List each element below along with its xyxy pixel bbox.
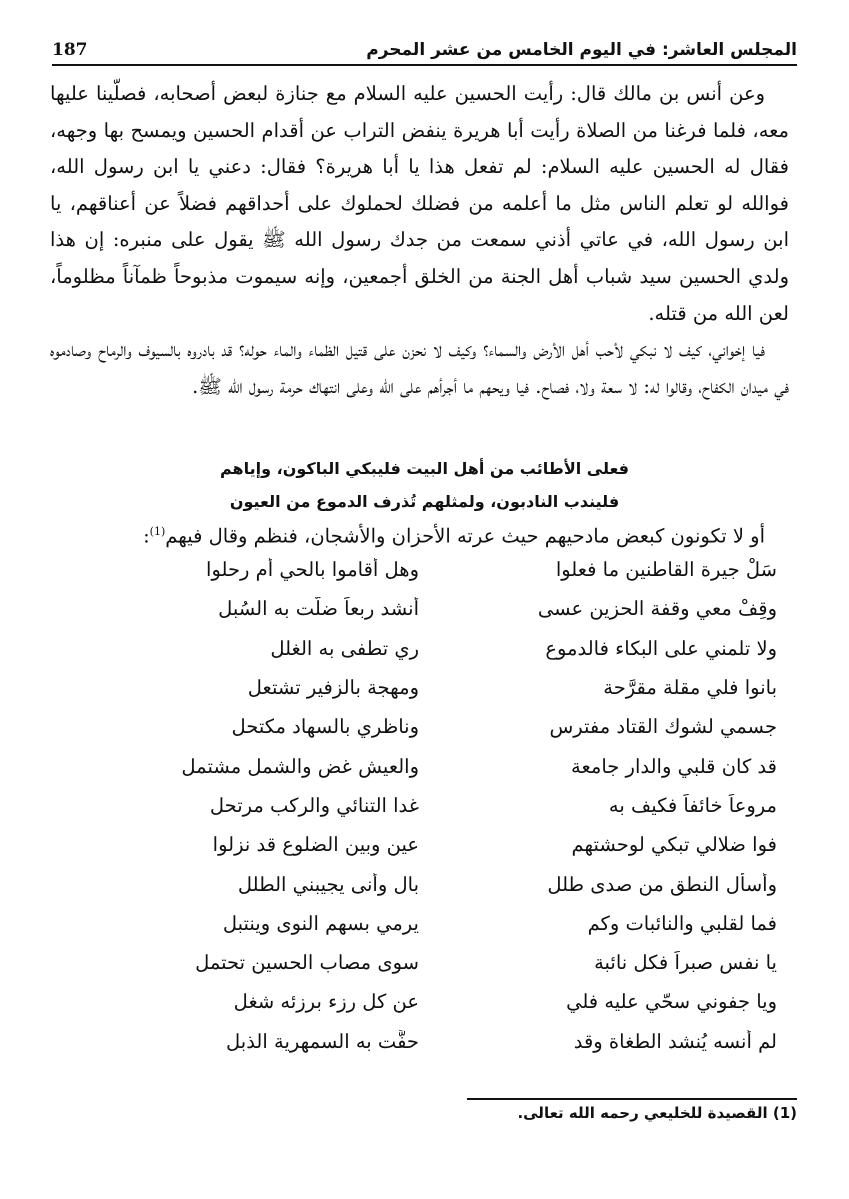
hemistich-left: وناظري بالسهاد مكتحل (231, 715, 419, 739)
poem-verse (60, 589, 777, 628)
page-number: 187 (52, 40, 88, 60)
hemistich-left: حفَّت به السمهرية الذبل (226, 1029, 419, 1053)
hemistich-left: سوى مصاب الحسين تحتمل (195, 951, 419, 975)
hemistich-right: سَلْ جيرة القاطنين ما فعلوا (555, 558, 777, 582)
poem-intro-colon: : (143, 524, 150, 548)
footnote-text: القصيدة للخليعي رحمه الله تعالى. (517, 1104, 768, 1122)
hemistich-left: ومهجة بالزفير تشتعل (247, 676, 419, 700)
hemistich-right: قد كان قلبي والدار جامعة (571, 754, 777, 778)
poem-verse (60, 864, 777, 903)
hemistich-right: ولا تلمني على البكاء فالدموع (545, 636, 777, 660)
page-header (52, 30, 797, 66)
hemistich-right: بانوا فلي مقلة مقرَّحة (603, 676, 777, 700)
hemistich-right: فوا ضلالي تبكي لوحشتهم (571, 833, 777, 857)
poem-verse (60, 982, 777, 1021)
poem-verse (60, 668, 777, 707)
poem-verse (60, 904, 777, 943)
hemistich-right: ويا جفوني سحّي عليه فلي (566, 990, 777, 1014)
hemistich-right: يا نفس صبراً فكل نائبة (594, 951, 777, 975)
poem-verse (60, 746, 777, 785)
poem-verse (60, 786, 777, 825)
poem (60, 550, 777, 1061)
footnote-marker: (1) (772, 1104, 797, 1122)
highlight-line: فعلى الأطائب من أهل البيت فليبكي الباكون، وإياهم (219, 459, 630, 478)
footnote-reference: (1) (149, 525, 166, 538)
highlight-line: فليندب النادبون، ولمثلهم تُذرف الدموع من العيون (229, 492, 620, 511)
hemistich-right: وأسأل النطق من صدى طلل (547, 872, 777, 896)
hemistich-left: عين وبين الضلوع قد نزلوا (212, 833, 419, 857)
poem-intro-text: أو لا تكونون كبعض مادحيهم حيث عرته الأحزان والأشجان، فنظم وقال فيهم (165, 524, 765, 548)
paragraph-hadith: وعن أنس بن مالك قال: رأيت الحسين عليه السلام مع جنازة لبعض أصحابه، فصلّينا عليها معه، فلما فرغنا من الصلاة رأيت أبا هريرة ينفض التراب عن أقدام الحسين ويمسح بها وجهه، فقال له الحسين عليه السلام: لم تفعل هذا يا أبا هريرة؟ فقال: دعني يا ابن رسول الله، فوالله لو تعلم الناس مثل ما أعلمه من فضلك لحملوك على أحداقهم فضلاً عن أعناقهم، يا ابن رسول الله، في عاتي أذني سمعت من جدك رسول الله ﷺ يقول على منبره: إن هذا ولدي الحسين سيد شباب أهل الجنة من الخلق أجمعين، وإنه سيموت مذبوحاً ظمآناً مظلوماً، لعن الله من قتله. (50, 82, 789, 325)
poem-verse (60, 629, 777, 668)
footnote-divider (467, 1098, 797, 1100)
hemistich-right: لم أنسه يُنشد الطغاة وقد (573, 1029, 777, 1053)
hemistich-left: ري تطفى به الغلل (270, 636, 419, 660)
highlighted-quote (60, 452, 789, 518)
hemistich-left: عن كل رزء برزئه شغل (233, 990, 419, 1014)
hemistich-right: وقِفْ معي وقفة الحزين عسى (537, 597, 777, 621)
hemistich-left: غدا التنائي والركب مرتحل (209, 793, 419, 817)
poem-verse (60, 707, 777, 746)
poem-verse (60, 550, 777, 589)
poem-verse (60, 943, 777, 982)
chapter-title: المجلس العاشر: في اليوم الخامس من عشر المحرم (366, 40, 797, 60)
paragraph-lament: فيا إخواني، كيف لا نبكي لأحب أهل الأرض والسماء؟ وكيف لا نحزن على قتيل الظماء والماء حوله؟ قد بادروه بالسيوف والرماح وصادموه في ميدان الكفاح، وقالوا له: لا سعة ولا، فصاح. فيا ويحهم ما أجرأهم على الله وعلى انتهاك حرمة رسول الله ﷺ. (50, 338, 789, 398)
hemistich-left: أنشد ربعاً ضلّت به السُبل (218, 597, 419, 621)
hemistich-left: بال وأنى يجيبني الطلل (237, 872, 419, 896)
poem-verse (60, 825, 777, 864)
hemistich-right: مروعاً خائفاً فكيف به (608, 793, 777, 817)
hemistich-left: وهل أقاموا بالحي أم رحلوا (206, 558, 419, 582)
hemistich-right: فما لقلبي والنائبات وكم (587, 911, 777, 935)
hemistich-left: يرمي بسهم النوى وينتبل (222, 911, 419, 935)
poem-verse (60, 1022, 777, 1061)
poem-intro (50, 515, 789, 554)
main-text (50, 76, 789, 405)
hemistich-left: والعيش غض والشمل مشتمل (181, 754, 419, 778)
footnote (517, 1104, 797, 1122)
hemistich-right: جسمي لشوك القتاد مفترس (549, 715, 777, 739)
